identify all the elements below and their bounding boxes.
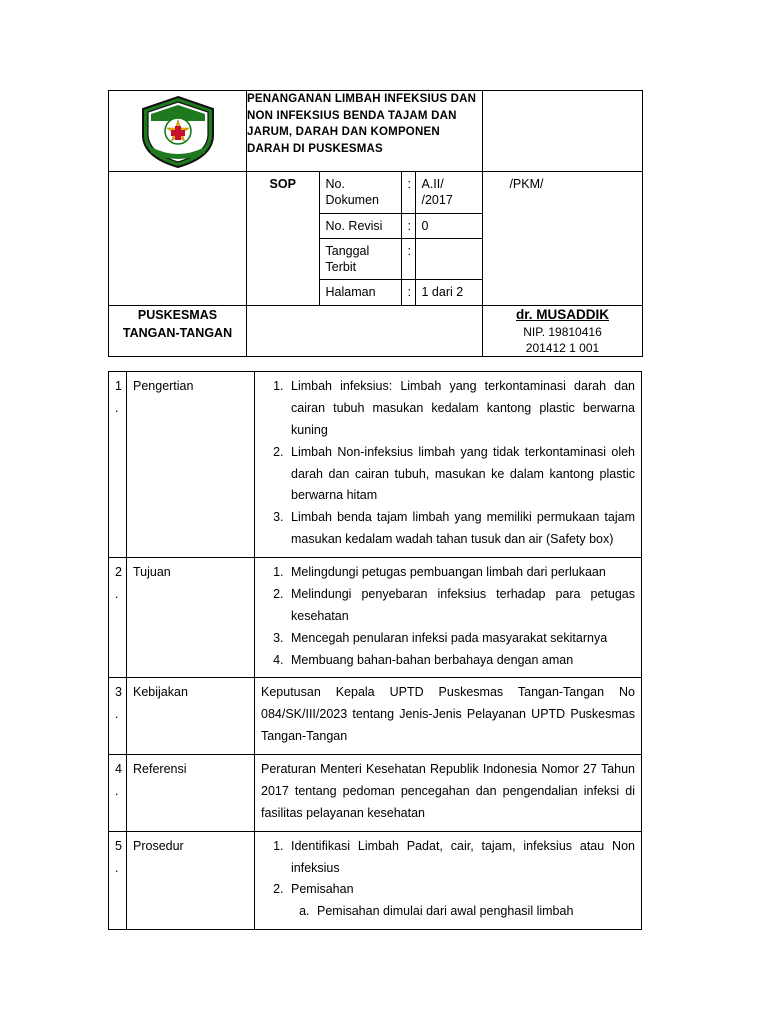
meta-value-no-dokumen [415, 172, 544, 213]
prosedur-sublist [291, 901, 635, 923]
meta-value-no-dokumen-right: /PKM/ [509, 177, 544, 191]
list-item: 2. Limbah Non-infeksius limbah yang tidak terkontaminasi oleh darah dan cairan tubuh, masukan ke dalam kantong plastic berwarna hitam [287, 442, 635, 508]
table-row [109, 558, 642, 678]
table-gap [108, 357, 642, 371]
section-content-tujuan [255, 558, 642, 678]
meta-value-tanggal-terbit [415, 238, 482, 280]
list-item: 1. Melingdungi petugas pembuangan limbah dari perlukaan [287, 562, 635, 584]
section-number-4-value: 4 [115, 762, 122, 777]
pengertian-list [261, 376, 635, 551]
sop-document [108, 90, 642, 930]
list-item: 3. Mencegah penularan infeksi pada masyarakat sekitarnya [287, 628, 635, 650]
meta-value-no-dokumen-second: /2017 [421, 193, 453, 208]
prosedur-list [261, 836, 635, 924]
sop-meta-table [247, 172, 544, 305]
meta-value-halaman: 1 dari 2 [415, 280, 482, 305]
logo-cell-lower [109, 172, 247, 306]
meta-value-no-dokumen-left: A.II/ [421, 177, 444, 191]
section-number-5-dot: . [115, 860, 119, 875]
section-content-referensi [255, 755, 642, 832]
list-item: 2. Melindungi penyebaran infeksius terhadap para petugas kesehatan [287, 584, 635, 628]
signer-nip-line2: 201412 1 001 [525, 340, 600, 355]
list-item: 4. Membuang bahan-bahan berbahaya dengan aman [287, 650, 635, 672]
table-row [109, 678, 642, 755]
section-label-kebijakan: Kebijakan [127, 678, 255, 755]
meta-value-no-revisi: 0 [415, 213, 482, 238]
signer-nip-line1: NIP. 19810416 [523, 324, 602, 339]
meta-label-halaman: Halaman [319, 280, 401, 305]
section-number-2-dot: . [115, 586, 119, 601]
signer-name: dr. MUSADDIK [515, 306, 609, 322]
tujuan-list [261, 562, 635, 671]
meta-colon-2: : [401, 238, 415, 280]
section-number-1 [109, 372, 127, 558]
table-row [109, 372, 642, 558]
document-title: PENANGANAN LIMBAH INFEKSIUS DAN NON INFEKSIUS BENDA TAJAM DAN JARUM, DARAH DAN KOMPONEN DARAH DI PUSKESMAS [247, 91, 483, 172]
section-number-2-value: 2 [115, 565, 122, 580]
section-label-tujuan: Tujuan [127, 558, 255, 678]
section-label-referensi: Referensi [127, 755, 255, 832]
kebijakan-text: Keputusan Kepala UPTD Puskesmas Tangan-Tangan No 084/SK/III/2023 tentang Jenis-Jenis Pelayanan UPTD Puskesmas Tangan-Tangan [261, 685, 635, 744]
section-number-3 [109, 678, 127, 755]
signature-blank-cell [247, 305, 483, 357]
svg-text:Tangan2: Tangan2 [167, 149, 188, 155]
list-item: 1. Identifikasi Limbah Padat, cair, tajam, infeksius atau Non infeksius [287, 836, 635, 880]
sop-label: SOP [247, 172, 319, 305]
section-content-prosedur [255, 831, 642, 930]
logo-cell [109, 91, 247, 172]
sop-meta-cell [247, 172, 544, 306]
section-number-2 [109, 558, 127, 678]
list-item: a. Pemisahan dimulai dari awal penghasil limbah [313, 901, 635, 923]
list-item [287, 879, 635, 923]
puskesmas-logo-icon [139, 95, 217, 169]
table-row [109, 831, 642, 930]
sop-body-table [108, 371, 642, 930]
meta-colon-3: : [401, 280, 415, 305]
meta-label-no-revisi: No. Revisi [319, 213, 401, 238]
section-content-pengertian [255, 372, 642, 558]
signature-block [483, 305, 643, 357]
section-number-1-dot: . [115, 400, 119, 415]
meta-colon-1: : [401, 213, 415, 238]
section-number-3-value: 3 [115, 685, 122, 700]
referensi-text: Peraturan Menteri Kesehatan Republik Indonesia Nomor 27 Tahun 2017 tentang pedoman pencegahan dan pengendalian infeksi di fasilitas pelayanan kesehatan [261, 762, 635, 820]
list-item: 1. Limbah infeksius: Limbah yang terkontaminasi darah dan cairan tubuh masukan kedalam kantong plastic berwarna kuning [287, 376, 635, 442]
list-item-label: Pemisahan [291, 882, 354, 897]
section-content-kebijakan [255, 678, 642, 755]
meta-colon-0: : [401, 172, 415, 213]
section-label-pengertian: Pengertian [127, 372, 255, 558]
section-label-prosedur: Prosedur [127, 831, 255, 930]
header-blank-cell [483, 91, 643, 172]
meta-label-no-dokumen: No. Dokumen [319, 172, 401, 213]
section-number-5-value: 5 [115, 838, 122, 853]
list-item: 3. Limbah benda tajam limbah yang memiliki permukaan tajam masukan kedalam wadah tahan tusuk dan air (Safety box) [287, 507, 635, 551]
document-header-table [108, 90, 643, 357]
header-blank-cell-lower [483, 172, 643, 306]
section-number-5 [109, 831, 127, 930]
section-number-1-value: 1 [115, 379, 122, 394]
puskesmas-name: PUSKESMAS TANGAN-TANGAN [109, 305, 247, 357]
section-number-4-dot: . [115, 783, 119, 798]
table-row [109, 755, 642, 832]
meta-label-tanggal-terbit: Tanggal Terbit [319, 238, 401, 280]
section-number-3-dot: . [115, 707, 119, 722]
section-number-4 [109, 755, 127, 832]
